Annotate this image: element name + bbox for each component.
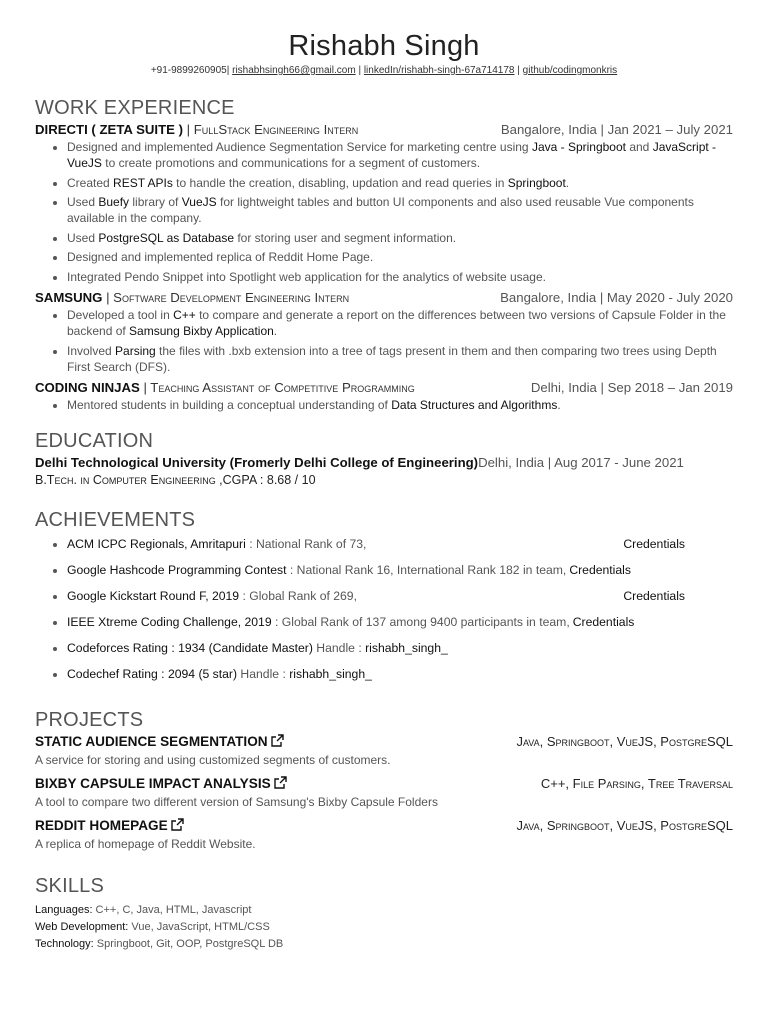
- external-link-icon[interactable]: [271, 733, 284, 752]
- work-org: SAMSUNG: [35, 290, 103, 305]
- list-item: • Integrated Pendo Snippet into Spotlight web application for the analytics of website usage.: [67, 269, 733, 285]
- list-item: • IEEE Xtreme Coding Challenge, 2019 : Global Rank of 137 among 9400 participants in team, Credentials: [67, 614, 713, 633]
- degree-line: B.Tech. in Computer Engineering ,CGPA : 8.68 / 10: [35, 472, 316, 487]
- github-link[interactable]: github/codingmonkris: [522, 65, 618, 76]
- education-header: [35, 453, 733, 472]
- project-tech: Java, Springboot, VueJS, PostgreSQL: [516, 733, 733, 749]
- project-header: [35, 732, 733, 752]
- section-title-work: WORK EXPERIENCE: [35, 97, 235, 119]
- work-entry-header: [35, 120, 733, 139]
- work-meta: Bangalore, India | May 2020 - July 2020: [500, 290, 733, 305]
- section-title-projects: PROJECTS: [35, 708, 144, 731]
- credentials-link[interactable]: Credentials: [572, 614, 635, 629]
- list-item: • Created REST APIs to handle the creation, disabling, updation and read queries in Springboot.: [67, 175, 733, 191]
- credentials-link[interactable]: Credentials: [569, 562, 631, 577]
- skill-line: Technology: Springboot, Git, OOP, PostgreSQL DB: [35, 937, 284, 950]
- handle-link[interactable]: rishabh_singh_: [365, 640, 448, 655]
- list-item: • Designed and implemented Audience Segmentation Service for marketing centre using Java - Springboot and JavaScript - VueJS to create promotions and communications for a segment of customers.: [67, 139, 733, 171]
- list-item: • Codeforces Rating : 1934 (Candidate Master) Handle : rishabh_singh_: [67, 640, 713, 659]
- skill-line: Languages: C++, C, Java, HTML, Javascript: [35, 903, 252, 916]
- external-link-icon[interactable]: [274, 775, 287, 794]
- external-link-icon[interactable]: [171, 817, 184, 836]
- project-description: A service for storing and using customized segments of customers.: [35, 752, 391, 767]
- skill-line: Web Development: Vue, JavaScript, HTML/CSS: [35, 920, 270, 933]
- list-item: • Google Kickstart Round F, 2019 : Global Rank of 269, Credentials: [67, 588, 713, 607]
- work-bullets: [35, 139, 733, 285]
- achievements-list: [35, 536, 713, 685]
- project-title: REDDIT HOMEPAGE: [35, 817, 168, 833]
- work-role: | Teaching Assistant of Competitive Programming: [139, 380, 415, 395]
- work-role: | Software Development Engineering Intern: [102, 290, 350, 305]
- candidate-name: Rishabh Singh: [288, 30, 480, 62]
- list-item: • Used PostgreSQL as Database for storing user and segment information.: [67, 230, 733, 246]
- section-title-achievements: ACHIEVEMENTS: [35, 508, 196, 531]
- section-title-skills: SKILLS: [35, 874, 105, 897]
- project-title: BIXBY CAPSULE IMPACT ANALYSIS: [35, 775, 271, 791]
- work-entry-header: [35, 378, 733, 397]
- credentials-link[interactable]: Credentials: [623, 588, 685, 603]
- list-item: • ACM ICPC Regionals, Amritapuri : National Rank of 73, Credentials: [67, 536, 713, 555]
- work-bullets: [35, 397, 733, 413]
- resume-page: [35, 28, 733, 953]
- list-item: • Google Hashcode Programming Contest : National Rank 16, International Rank 182 in team, Credentials: [67, 562, 713, 581]
- email-link[interactable]: rishabhsingh66@gmail.com: [232, 65, 356, 76]
- list-item: • Designed and implemented replica of Reddit Home Page.: [67, 249, 733, 265]
- work-org: CODING NINJAS: [35, 380, 140, 395]
- project-description: A replica of homepage of Reddit Website.: [35, 836, 256, 851]
- linkedin-link[interactable]: linkedIn/rishabh-singh-67a714178: [363, 65, 515, 76]
- list-item: • Codechef Rating : 2094 (5 star) Handle : rishabh_singh_: [67, 666, 713, 685]
- work-meta: Delhi, India | Sep 2018 – Jan 2019: [530, 380, 733, 395]
- work-bullets: [35, 307, 733, 375]
- work-role: | FullStack Engineering Intern: [183, 122, 359, 137]
- work-meta: Bangalore, India | Jan 2021 – July 2021: [500, 122, 733, 137]
- list-item: • Involved Parsing the files with .bxb extension into a tree of tags present in them and then comparing two trees using Depth First Search (DFS).: [67, 343, 733, 375]
- education-meta: Delhi, India | Aug 2017 - June 2021: [478, 454, 684, 470]
- project-title: STATIC AUDIENCE SEGMENTATION: [35, 733, 268, 749]
- list-item: • Developed a tool in C++ to compare and generate a report on the differences between two versions of Capsule Folder in the backend of Samsung Bixby Application.: [67, 307, 733, 339]
- separator: |: [514, 65, 523, 76]
- school-name: Delhi Technological University (Fromerly Delhi College of Engineering): [35, 454, 479, 470]
- project-header: [35, 816, 733, 836]
- work-org: DIRECTI ( ZETA SUITE ): [35, 122, 183, 137]
- contact-line: [35, 64, 733, 78]
- project-header: [35, 774, 733, 794]
- list-item: • Used Buefy library of VueJS for lightweight tables and button UI components and also used reusable Vue components available in the company.: [67, 194, 733, 226]
- project-description: A tool to compare two different version of Samsung's Bixby Capsule Folders: [35, 794, 438, 809]
- separator: |: [355, 65, 364, 76]
- project-tech: C++, File Parsing, Tree Traversal: [540, 775, 733, 791]
- work-entry-header: [35, 288, 733, 307]
- list-item: • Mentored students in building a conceptual understanding of Data Structures and Algorithms.: [67, 397, 733, 413]
- credentials-link[interactable]: Credentials: [623, 536, 685, 551]
- project-tech: Java, Springboot, VueJS, PostgreSQL: [516, 817, 733, 833]
- handle-link[interactable]: rishabh_singh_: [289, 666, 372, 681]
- phone-number: +91-9899260905|: [150, 65, 230, 76]
- section-title-education: EDUCATION: [35, 429, 154, 452]
